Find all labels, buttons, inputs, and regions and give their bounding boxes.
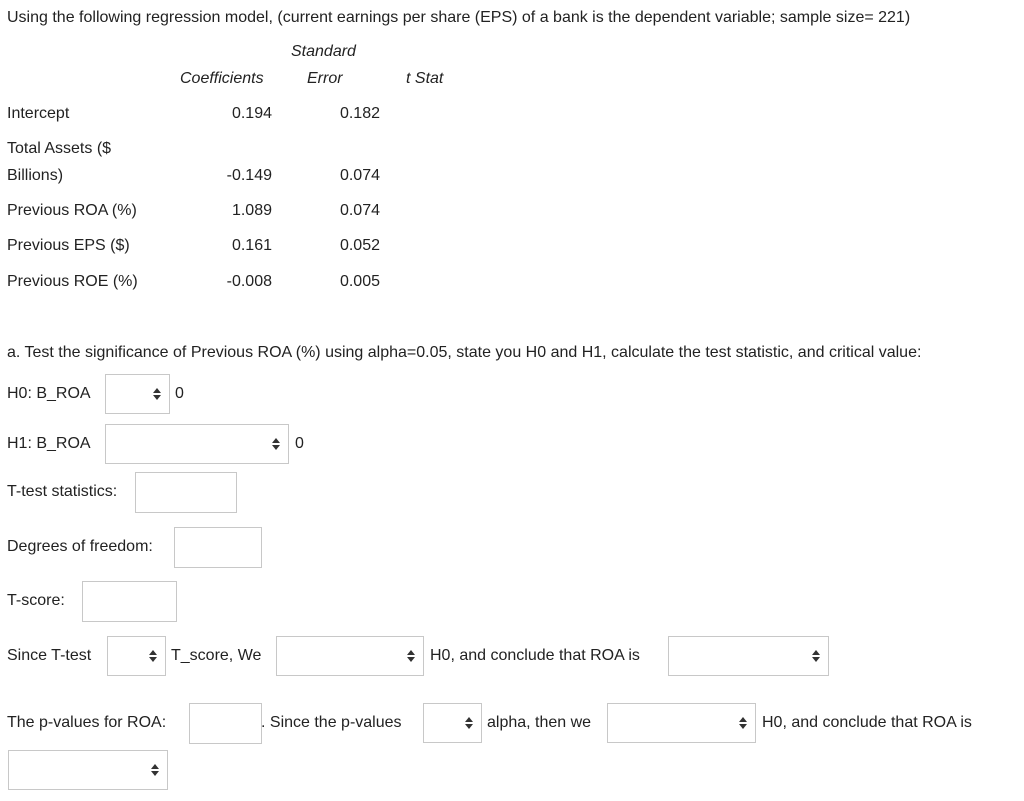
chevron-updown-icon	[407, 650, 415, 662]
pvalue-input[interactable]	[189, 703, 262, 744]
header-tstat: t Stat	[406, 70, 444, 87]
row-label-total-assets-line2: Billions)	[7, 167, 64, 184]
tscore-we-label: T_score, We	[171, 647, 262, 664]
h0-operator-select[interactable]	[105, 374, 170, 414]
question-text: a. Test the significance of Previous ROA (%) using alpha=0.05, state you H0 and H1, calculate the test statistic, and critical value:	[7, 344, 922, 361]
se-previous-roa: 0.074	[339, 202, 380, 219]
coef-previous-roa: 1.089	[231, 202, 272, 219]
conclusion-select[interactable]	[668, 636, 829, 676]
h1-value: 0	[295, 435, 304, 452]
chevron-updown-icon	[151, 764, 159, 776]
h0-value: 0	[175, 385, 184, 402]
chevron-updown-icon	[739, 717, 747, 729]
h0-conclude2-label: H0, and conclude that ROA is	[762, 714, 972, 731]
se-total-assets: 0.074	[339, 167, 380, 184]
intro-text: Using the following regression model, (current earnings per share (EPS) of a bank is the dependent variable; sample size= 221)	[7, 9, 911, 26]
pvalues-label: The p-values for ROA:	[7, 714, 167, 731]
chevron-updown-icon	[465, 717, 473, 729]
coef-previous-roe: -0.008	[226, 273, 272, 290]
chevron-updown-icon	[812, 650, 820, 662]
since-pvalues-label: . Since the p-values	[261, 714, 402, 731]
chevron-updown-icon	[153, 388, 161, 400]
row-label-previous-eps: Previous EPS ($)	[7, 237, 130, 254]
h0-label: H0: B_ROA	[7, 385, 91, 402]
row-label-previous-roa: Previous ROA (%)	[7, 202, 137, 219]
coef-total-assets: -0.149	[226, 167, 272, 184]
coef-intercept: 0.194	[231, 105, 272, 122]
chevron-updown-icon	[149, 650, 157, 662]
h1-label: H1: B_ROA	[7, 435, 91, 452]
se-intercept: 0.182	[339, 105, 380, 122]
tscore-input[interactable]	[82, 581, 177, 622]
header-standard: Standard	[291, 43, 356, 60]
se-previous-roe: 0.005	[339, 273, 380, 290]
coef-previous-eps: 0.161	[231, 237, 272, 254]
conclusion2-select[interactable]	[8, 750, 168, 790]
row-label-previous-roe: Previous ROE (%)	[7, 273, 138, 290]
h1-operator-select[interactable]	[105, 424, 289, 464]
since-ttest-label: Since T-test	[7, 647, 92, 664]
pvalue-compare-select[interactable]	[423, 703, 482, 743]
row-label-intercept: Intercept	[7, 105, 70, 122]
decision-select[interactable]	[276, 636, 424, 676]
ttest-input[interactable]	[135, 472, 237, 513]
df-label: Degrees of freedom:	[7, 538, 153, 555]
df-input[interactable]	[174, 527, 262, 568]
alpha-then-label: alpha, then we	[487, 714, 592, 731]
h0-conclude-label: H0, and conclude that ROA is	[430, 647, 640, 664]
ttest-compare-select[interactable]	[107, 636, 166, 676]
header-coefficients: Coefficients	[180, 70, 264, 87]
chevron-updown-icon	[272, 438, 280, 450]
decision2-select[interactable]	[607, 703, 756, 743]
header-error: Error	[307, 70, 343, 87]
tscore-label: T-score:	[7, 592, 65, 609]
row-label-total-assets-line1: Total Assets ($	[7, 140, 112, 157]
se-previous-eps: 0.052	[339, 237, 380, 254]
ttest-label: T-test statistics:	[7, 483, 118, 500]
